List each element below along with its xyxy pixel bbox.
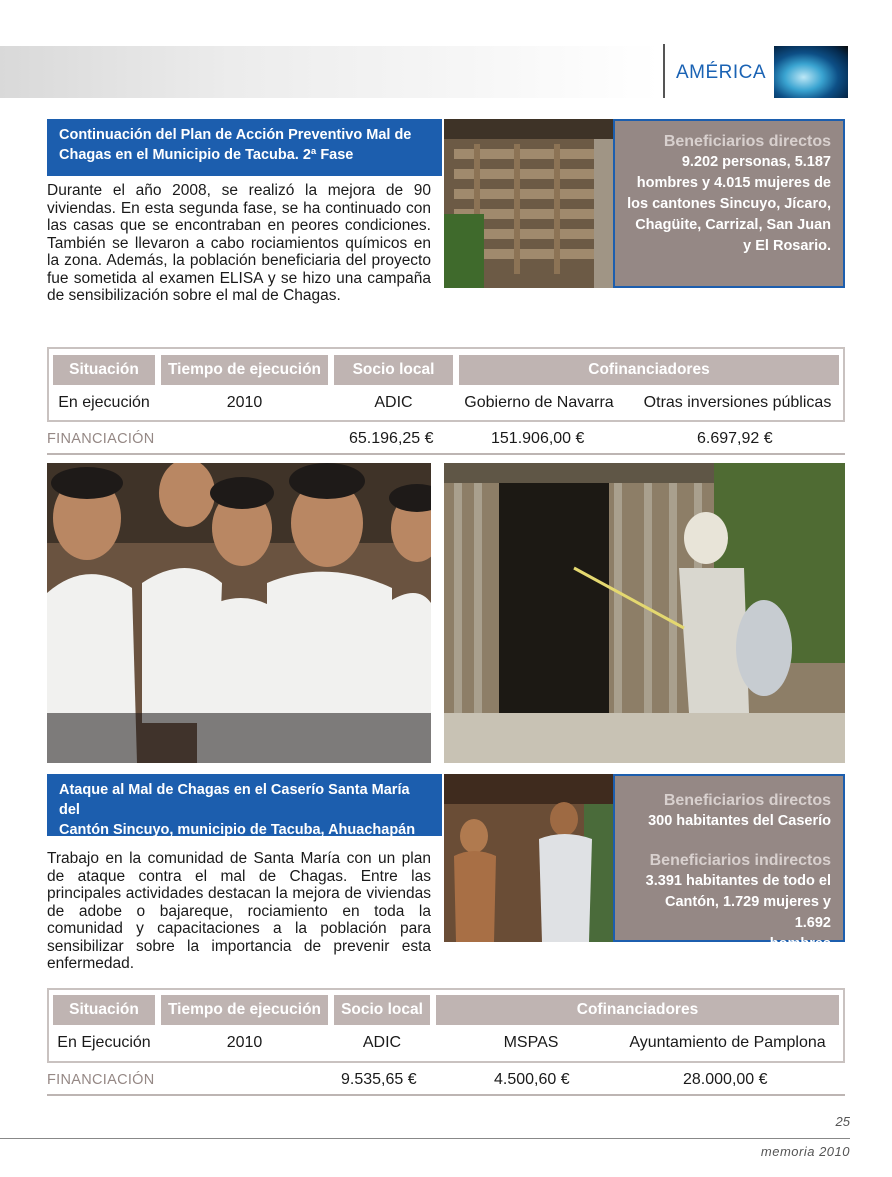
project2-beneficiaries-box bbox=[613, 774, 845, 952]
project2-indirect-line: 3.391 habitantes de todo el bbox=[645, 873, 831, 889]
project1-beneficiaries-line: y El Rosario. bbox=[743, 238, 831, 254]
table-cell-cofinanciador: Otras inversiones públicas bbox=[643, 394, 832, 411]
project2-direct-title: Beneficiarios directos bbox=[663, 792, 831, 809]
financiacion-socio: 9.535,65 € bbox=[341, 1071, 417, 1088]
two-men-photo bbox=[444, 774, 613, 942]
fumigation-worker-photo bbox=[444, 463, 845, 763]
table-header-situacion: Situación bbox=[53, 355, 155, 385]
region-image bbox=[774, 46, 848, 98]
header-band bbox=[0, 46, 660, 98]
project2-title bbox=[47, 774, 442, 836]
table-cell-socio: ADIC bbox=[362, 1034, 402, 1051]
schoolchildren-photo bbox=[47, 463, 431, 763]
adobe-house-wall-photo bbox=[444, 119, 613, 288]
table-cell-socio: ADIC bbox=[374, 394, 413, 411]
project2-title-line2: Cantón Sincuyo, municipio de Tacuba, Ahuachapán bbox=[59, 822, 416, 838]
table-header-situacion: Situación bbox=[53, 995, 155, 1025]
table-header-cofinanciadores: Cofinanciadores bbox=[436, 995, 839, 1025]
project2-indirect-line: Cantón, 1.729 mujeres y 1.692 bbox=[664, 894, 831, 931]
project1-title bbox=[47, 119, 442, 176]
project2-description: Trabajo en la comunidad de Santa María con un plan de ataque contra el mal de Chagas. Entre las principales actividades destacan la mejora de viviendas de adobe o bajareque, rociamiento en toda la comunidad y capacitaciones a la población para sensibilizar sobre la importancia de prevenir esta enfermedad. bbox=[47, 850, 431, 972]
project1-beneficiaries-box bbox=[613, 119, 845, 288]
financiacion-cofin: 4.500,60 € bbox=[494, 1071, 570, 1088]
project2-direct-text: 300 habitantes del Caserío bbox=[648, 813, 831, 829]
table-cell-cofinanciador: Ayuntamiento de Pamplona bbox=[629, 1034, 826, 1051]
financiacion-label: FINANCIACIÓN bbox=[47, 1072, 155, 1088]
project2-title-line1: Ataque al Mal de Chagas en el Caserío Santa María del bbox=[59, 782, 410, 818]
table-header-tiempo: Tiempo de ejecución bbox=[161, 355, 328, 385]
project1-beneficiaries-title: Beneficiarios directos bbox=[663, 133, 831, 150]
project1-beneficiaries-line: los cantones Sincuyo, Jícaro, bbox=[627, 196, 831, 212]
project1-beneficiaries-line: 9.202 personas, 5.187 bbox=[681, 154, 831, 170]
page-number: 25 bbox=[835, 1114, 850, 1129]
footer-rule bbox=[0, 1138, 850, 1139]
project1-beneficiaries-line: Chagüite, Carrizal, San Juan bbox=[635, 217, 831, 233]
publication-name: memoria 2010 bbox=[760, 1144, 850, 1159]
project2-indirect-line: hombres bbox=[769, 936, 831, 952]
project1-description: Durante el año 2008, se realizó la mejora de 90 viviendas. En esta segunda fase, se ha continuado con las casas que se encontraban en peores condiciones. También se llevaron a cabo rociamientos químicos en la zona. Además, la población beneficiaria del proyecto fue sometida al examen ELISA y se hizo una campaña de sensibilización sobre el mal de Chagas. bbox=[47, 182, 431, 304]
financiacion-cofin: 6.697,92 € bbox=[697, 430, 773, 447]
financiacion-cofin: 28.000,00 € bbox=[683, 1071, 768, 1088]
financiacion-rule bbox=[47, 1094, 845, 1096]
financiacion-rule bbox=[47, 453, 845, 455]
table-header-socio: Socio local bbox=[334, 995, 430, 1025]
table-cell-cofinanciador: Gobierno de Navarra bbox=[464, 394, 614, 411]
project1-beneficiaries-line: hombres y 4.015 mujeres de bbox=[636, 175, 831, 191]
region-label: AMÉRICA bbox=[676, 62, 767, 83]
table-header-tiempo: Tiempo de ejecución bbox=[161, 995, 328, 1025]
financiacion-socio: 65.196,25 € bbox=[349, 430, 434, 447]
table-cell-tiempo: 2010 bbox=[226, 1034, 263, 1051]
project2-indirect-title: Beneficiarios indirectos bbox=[649, 852, 831, 869]
header-divider bbox=[663, 44, 665, 98]
table-cell-situacion: En ejecución bbox=[58, 394, 150, 411]
table-cell-tiempo: 2010 bbox=[226, 394, 263, 411]
financiacion-cofin: 151.906,00 € bbox=[491, 430, 585, 447]
table-header-socio: Socio local bbox=[334, 355, 453, 385]
table-header-cofinanciadores: Cofinanciadores bbox=[459, 355, 839, 385]
project1-title-line2: Chagas en el Municipio de Tacuba. 2ª Fase bbox=[59, 147, 354, 163]
table-cell-cofinanciador: MSPAS bbox=[503, 1034, 559, 1051]
project1-title-line1: Continuación del Plan de Acción Preventivo Mal de bbox=[59, 127, 412, 143]
table-cell-situacion: En Ejecución bbox=[57, 1034, 151, 1051]
financiacion-label: FINANCIACIÓN bbox=[47, 431, 155, 447]
